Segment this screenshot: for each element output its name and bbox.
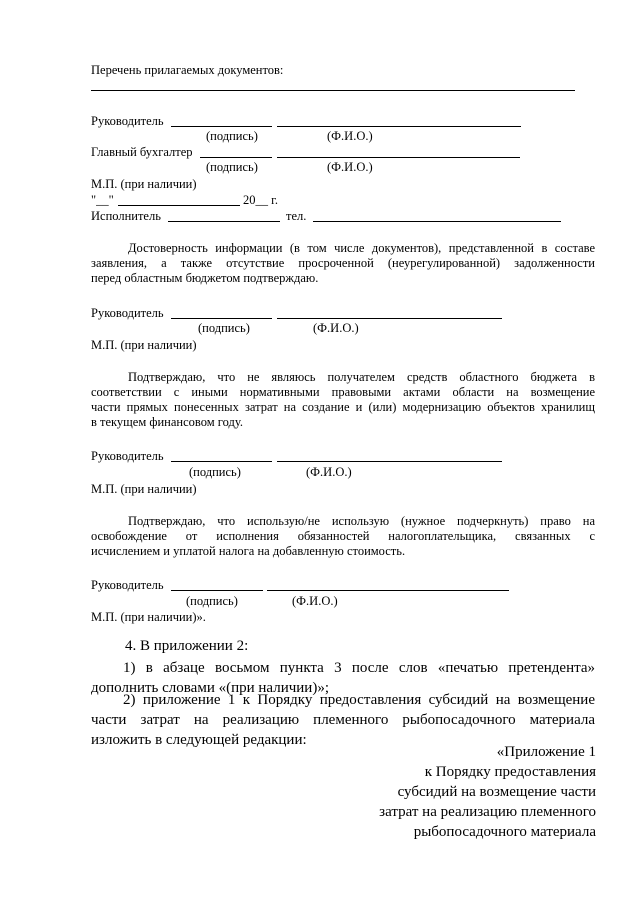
attached-docs-line bbox=[91, 90, 575, 91]
name-hint: (Ф.И.О.) bbox=[313, 321, 359, 335]
head-sign-line bbox=[171, 126, 272, 127]
name-hint: (Ф.И.О.) bbox=[327, 160, 373, 174]
stamp-label: М.П. (при наличии)». bbox=[91, 610, 206, 624]
paragraph-line: части затрат на реализацию племенного рыбопосадочного материала bbox=[91, 712, 595, 728]
stamp-label: М.П. (при наличии) bbox=[91, 177, 197, 191]
name-hint: (Ф.И.О.) bbox=[306, 465, 352, 479]
accountant-name-line-a bbox=[277, 157, 313, 158]
head-label: Руководитель bbox=[91, 449, 164, 463]
phone-label: тел. bbox=[286, 209, 307, 223]
phone-line bbox=[313, 221, 561, 222]
appendix-heading bbox=[379, 742, 596, 842]
head-label: Руководитель bbox=[91, 578, 164, 592]
paragraph-line: перед областным бюджетом подтверждаю. bbox=[91, 271, 319, 285]
head-name-line bbox=[277, 318, 502, 319]
head-name-line bbox=[277, 461, 502, 462]
appendix-line: затрат на реализацию племенного bbox=[379, 804, 596, 820]
paragraph-line: изложить в следующей редакции: bbox=[91, 732, 307, 748]
head-label: Руководитель bbox=[91, 114, 164, 128]
name-hint: (Ф.И.О.) bbox=[292, 594, 338, 608]
accountant-name-line-b bbox=[313, 157, 520, 158]
date-quote: "__" bbox=[91, 193, 114, 207]
confirmation-paragraph-1 bbox=[91, 241, 595, 286]
head-name-line bbox=[277, 126, 521, 127]
executor-line bbox=[168, 221, 280, 222]
stamp-label: М.П. (при наличии) bbox=[91, 338, 197, 352]
paragraph-line: 2) приложение 1 к Порядку предоставления субсидий на возмещение bbox=[123, 692, 595, 708]
executor-label: Исполнитель bbox=[91, 209, 161, 223]
name-hint: (Ф.И.О.) bbox=[327, 129, 373, 143]
paragraph-line: Подтверждаю, что не являюсь получателем средств областного бюджета в bbox=[128, 370, 595, 384]
appendix-line: к Порядку предоставления bbox=[424, 764, 596, 780]
sign-hint: (подпись) bbox=[189, 465, 241, 479]
accountant-label: Главный бухгалтер bbox=[91, 145, 193, 159]
head-sign-line bbox=[171, 590, 263, 591]
head-sign-line bbox=[171, 318, 272, 319]
head-sign-line bbox=[171, 461, 272, 462]
paragraph-line: в текущем финансовом году. bbox=[91, 415, 243, 429]
paragraph-line: соответствии с иными нормативными правовыми актами области на возмещение bbox=[91, 385, 595, 399]
amendment-item-4: 4. В приложении 2: bbox=[125, 638, 249, 654]
sign-hint: (подпись) bbox=[206, 129, 258, 143]
sign-hint: (подпись) bbox=[206, 160, 258, 174]
paragraph-line: части прямых понесенных затрат на создание и (или) модернизацию объектов хранилищ bbox=[91, 400, 595, 414]
appendix-line: субсидий на возмещение части bbox=[397, 784, 596, 800]
sign-hint: (подпись) bbox=[198, 321, 250, 335]
accountant-sign-line bbox=[200, 157, 272, 158]
paragraph-line: дополнить словами «(при наличии)»; bbox=[91, 680, 329, 696]
sign-hint: (подпись) bbox=[186, 594, 238, 608]
paragraph-line: исчислением и уплатой налога на добавленную стоимость. bbox=[91, 544, 406, 558]
date-line bbox=[118, 205, 240, 206]
paragraph-line: Подтверждаю, что использую/не использую (нужное подчеркнуть) право на bbox=[128, 514, 595, 528]
confirmation-paragraph-3 bbox=[91, 514, 595, 559]
paragraph-line: освобождение от исполнения обязанностей налогоплательщика, связанных с bbox=[91, 529, 595, 543]
stamp-label: М.П. (при наличии) bbox=[91, 482, 197, 496]
head-label: Руководитель bbox=[91, 306, 164, 320]
amendment-subitem-2 bbox=[91, 690, 595, 750]
head-name-line bbox=[267, 590, 509, 591]
date-year: 20__ г. bbox=[243, 193, 278, 207]
paragraph-line: заявления, а также отсутствие просроченной (неурегулированной) задолженности bbox=[91, 256, 595, 270]
appendix-line: «Приложение 1 bbox=[496, 744, 596, 760]
confirmation-paragraph-2 bbox=[91, 370, 595, 430]
appendix-line: рыбопосадочного материала bbox=[413, 824, 596, 840]
attached-docs-label: Перечень прилагаемых документов: bbox=[91, 63, 284, 77]
paragraph-line: Достоверность информации (в том числе документов), представленной в составе bbox=[128, 241, 595, 255]
paragraph-line: 1) в абзаце восьмом пункта 3 после слов «печатью претендента» bbox=[123, 660, 595, 676]
